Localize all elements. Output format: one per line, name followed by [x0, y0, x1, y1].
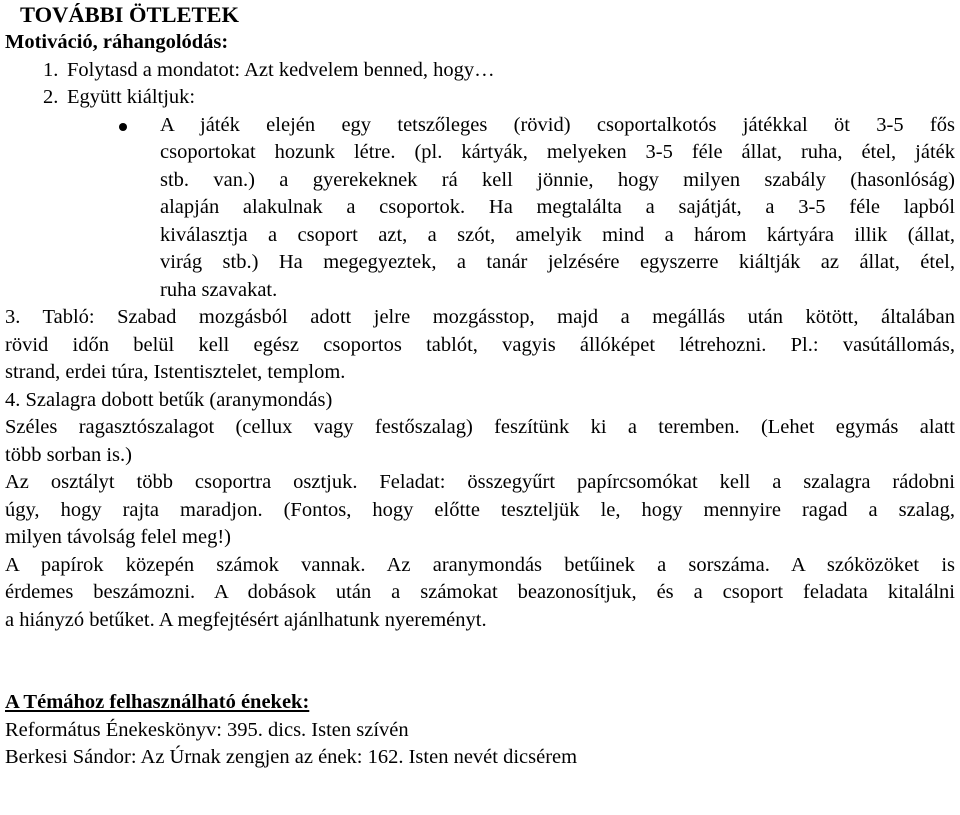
- songs-heading: A Témához felhasználható énekek:: [5, 691, 310, 713]
- paragraph-line: Széles ragasztószalagot (cellux vagy festőszalag) feszítünk ki a teremben. (Lehet egymás alatt: [5, 416, 955, 438]
- song-item: Református Énekeskönyv: 395. dics. Isten szívén: [5, 718, 409, 741]
- bullet-line: csoportokat hozunk létre. (pl. kártyák, melyeken 3-5 féle állat, ruha, étel, játék: [160, 141, 955, 163]
- section-3-paragraph: [5, 304, 955, 387]
- item-text: Együtt kiáltjuk:: [67, 86, 196, 108]
- spacer: [5, 634, 955, 689]
- bullet-line: A játék elején egy tetszőleges (rövid) csoportalkotós játékkal öt 3-5 fős: [160, 113, 955, 136]
- paragraph-line: 3. Tabló: Szabad mozgásból adott jelre mozgásstop, majd a megállás után kötött, általában: [5, 306, 955, 328]
- numbered-item-1: [5, 57, 955, 85]
- bullet-line: alapján alakulnak a csoportok. Ha megtalálta a sajátját, a 3-5 féle lapból: [160, 196, 955, 218]
- section-4-paragraph-2: [5, 469, 955, 552]
- paragraph-line: A papírok közepén számok vannak. Az aranymondás betűinek a sorszáma. A szóközöket is: [5, 553, 955, 576]
- bullet-line: stb. van.) a gyerekeknek rá kell jönnie, hogy milyen szabály (hasonlóság): [160, 168, 955, 191]
- paragraph-line: rövid időn belül kell egész csoportos tablót, vagyis állóképet létrehozni. Pl.: vasútállomás,: [5, 333, 955, 356]
- item-number: 1.: [43, 58, 59, 81]
- section-4-paragraph-3: [5, 552, 955, 635]
- document-page: [5, 1, 955, 772]
- bullet-line: ruha szavakat.: [160, 278, 278, 301]
- section-4-paragraph-1: [5, 414, 955, 469]
- paragraph-line: úgy, hogy rajta maradjon. (Fontos, hogy előtte teszteljük le, hogy mennyire ragad a szalag,: [5, 498, 955, 521]
- item-number: 2.: [43, 86, 59, 108]
- motivation-heading: Motiváció, ráhangolódás:: [5, 31, 229, 53]
- paragraph-line: milyen távolság felel meg!): [5, 526, 231, 548]
- bullet-line: kiválasztja a csoport azt, a szót, amelyik mind a három kártyára illik (állat,: [160, 223, 955, 246]
- bullet-line: virág stb.) Ha megegyeztek, a tanár jelzésére egyszerre kiáltják az állat, étel,: [160, 251, 955, 273]
- paragraph-line: Az osztályt több csoportra osztjuk. Feladat: összegyűrt papírcsomókat kell a szalagra rádobni: [5, 471, 955, 493]
- page-title: TOVÁBBI ÖTLETEK: [20, 2, 240, 27]
- section-4-heading: 4. Szalagra dobott betűk (aranymondás): [5, 388, 333, 411]
- bullet-item: [5, 112, 955, 305]
- numbered-item-2: [5, 84, 955, 112]
- song-item: Berkesi Sándor: Az Úrnak zengjen az ének: 162. Isten nevét dicsérem: [5, 746, 578, 768]
- paragraph-line: strand, erdei túra, Istentisztelet, templom.: [5, 361, 346, 383]
- paragraph-line: a hiányzó betűket. A megfejtésért ajánlhatunk nyereményt.: [5, 608, 487, 631]
- item-text: Folytasd a mondatot: Azt kedvelem benned, hogy…: [67, 58, 495, 81]
- bullet-icon: [119, 123, 127, 131]
- paragraph-line: érdemes beszámozni. A dobások után a számokat beazonosítjuk, és a csoport feladata kitalálni: [5, 581, 955, 603]
- paragraph-line: több sorban is.): [5, 443, 132, 466]
